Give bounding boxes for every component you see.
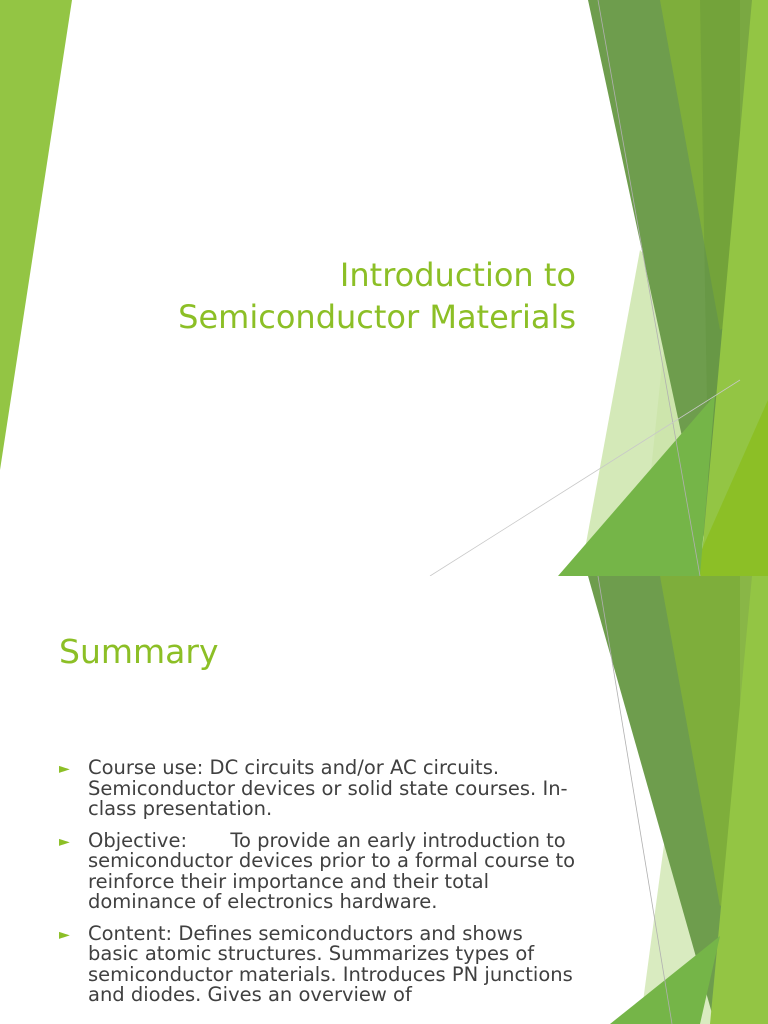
- bullet-text: Content: Defines semiconductors and shows basic atomic structures. Summarizes types of semiconductor materials. Introduces PN junctions and diodes. Gives an overview of: [88, 921, 573, 1006]
- bullet-objective: [59, 828, 582, 913]
- bullet-text: Course use: DC circuits and/or AC circuits. Semiconductor devices or solid state courses. In-class presentation.: [88, 756, 568, 820]
- bullet-course-use: [59, 758, 579, 820]
- title-line-1: Introduction to: [339, 256, 576, 294]
- triangle-right-icon: ►: [59, 761, 70, 777]
- left-green-sliver: [0, 0, 72, 470]
- triangle-right-icon: ►: [59, 926, 70, 943]
- summary-bullet-list: [59, 756, 582, 1017]
- bullet-text: Objective: To provide an early introduction to semiconductor devices prior to a formal course to reinforce their importance and their total dominance of electronics hardware.: [88, 828, 582, 913]
- presentation-title: [56, 254, 576, 338]
- summary-title: Summary: [59, 632, 219, 671]
- triangle-right-icon: ►: [59, 833, 70, 850]
- bullet-content: [59, 921, 579, 1006]
- title-line-2: Semiconductor Materials: [178, 298, 576, 336]
